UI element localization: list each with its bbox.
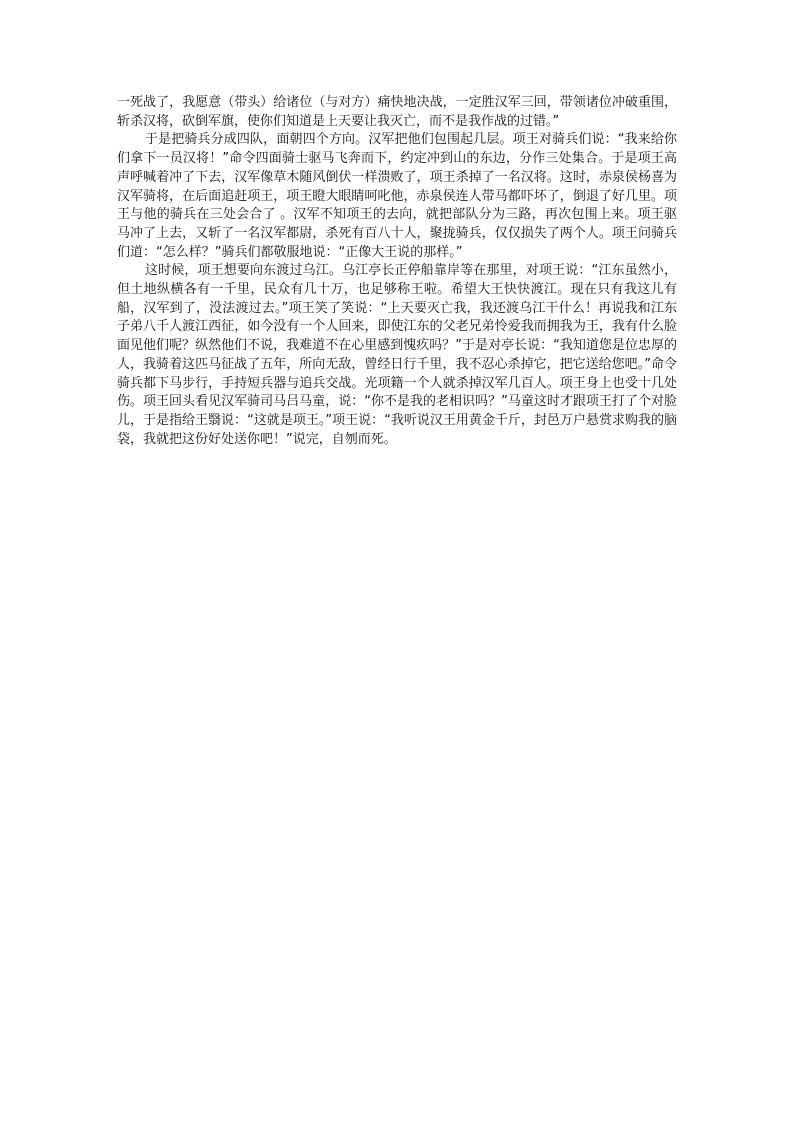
paragraph-1: 一死战了，我愿意（带头）给诸位（与对方）痛快地决战，一定胜汉军三回，带领诸位冲破重围，斩杀汉将，砍倒军旗，使你们知道是上天要让我灭亡，而不是我作战的过错。” (117, 95, 677, 129)
paragraph-2: 于是把骑兵分成四队，面朝四个方向。汉军把他们包围起几层。项王对骑兵们说：“我来给你们拿下一员汉将！”命令四面骑士驱马飞奔而下，约定冲到山的东边，分作三处集合。于是项王高声呼喊着冲了下去，汉军像草木随风倒伏一样溃败了，项王杀掉了一名汉将。这时，赤泉侯杨喜为汉军骑将，在后面追赶项王，项王瞪大眼睛呵叱他，赤泉侯连人带马都吓坏了，倒退了好几里。项王与他的骑兵在三处会合了 。汉军不知项王的去向，就把部队分为三路，再次包围上来。项王驱马冲了上去，又斩了一名汉军都尉，杀死有百八十人，聚拢骑兵，仅仅损失了两个人。项王问骑兵们道：“怎么样？”骑兵们都敬服地说：“正像大王说的那样。” (117, 132, 677, 260)
paragraph-3: 这时候，项王想要向东渡过乌江。乌江亭长正停船靠岸等在那里，对项王说：“江东虽然小，但土地纵横各有一千里，民众有几十万，也足够称王啦。希望大王快快渡江。现在只有我这儿有船，汉军到了，没法渡过去。”项王笑了笑说：“上天要灭亡我，我还渡乌江干什么！再说我和江东子弟八千人渡江西征，如今没有一个人回来，即使江东的父老兄弟怜爱我而拥我为王，我有什么脸面见他们呢？纵然他们不说，我难道不在心里感到愧疚吗？”于是对亭长说：“我知道您是位忠厚的人，我骑着这匹马征战了五年，所向无敌，曾经日行千里，我不忍心杀掉它，把它送给您吧。”命令骑兵都下马步行，手持短兵器与追兵交战。光项籍一个人就杀掉汉军几百人。项王身上也受十几处伤。项王回头看见汉军骑司马吕马童，说：“你不是我的老相识吗？”马童这时才跟项王打了个对脸儿，于是指给王翳说：“这就是项王。”项王说：“我听说汉王用黄金千斤，封邑万户悬赏求购我的脑袋，我就把这份好处送你吧！”说完，自刎而死。 (117, 263, 677, 447)
document-page (117, 94, 677, 449)
